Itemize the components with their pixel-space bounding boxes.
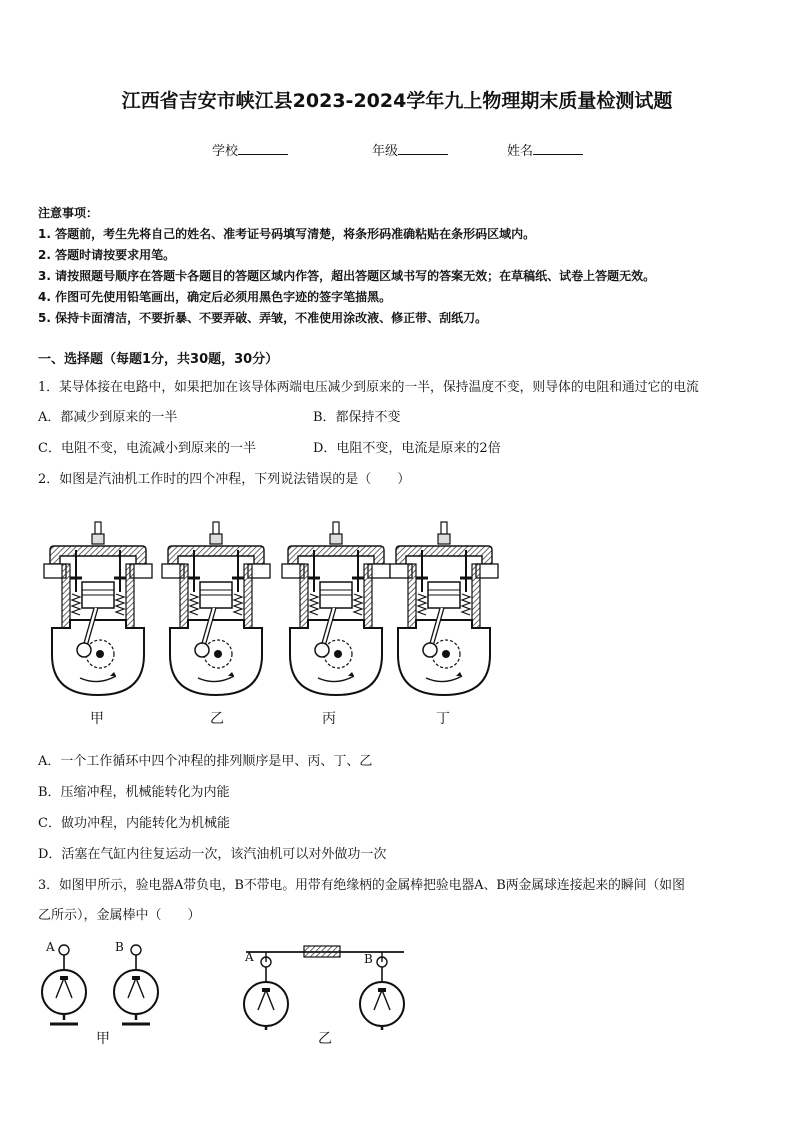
notes-heading: 注意事项：: [38, 206, 99, 220]
engine-ding-icon: [390, 522, 498, 695]
grade-field: 年级: [372, 140, 448, 159]
q1-option-d: D．电阻不变，电流是原来的2倍: [313, 441, 501, 456]
q2-option-a: A．一个工作循环中四个冲程的排列顺序是甲、丙、丁、乙: [38, 754, 373, 769]
insulating-handle: [304, 946, 340, 957]
scope-letter-a2: A: [245, 950, 254, 964]
scope-letter-b2: B: [364, 952, 373, 966]
scope-label-yi: 乙: [318, 1031, 332, 1047]
note-item: 2. 答题时请按要求用笔。: [38, 248, 176, 262]
q2-option-d: D．活塞在气缸内往复运动一次，该汽油机可以对外做功一次: [38, 847, 387, 862]
engine-jia-icon: [44, 522, 152, 695]
electroscope-a-icon: [42, 945, 86, 1024]
electroscope-a2-icon: [244, 957, 288, 1030]
engine-label-jia: 甲: [90, 711, 104, 727]
engine-label-yi: 乙: [210, 711, 224, 727]
electroscope-figure: [38, 940, 418, 1030]
engine-yi-icon: [162, 522, 270, 695]
note-item: 3. 请按照题号顺序在答题卡各题目的答题区域内作答，超出答题区域书写的答案无效；在草稿纸、试卷上答题无效。: [38, 269, 656, 283]
notes-block: [38, 203, 655, 329]
name-field: 姓名: [507, 140, 583, 159]
note-item: 4. 作图可先使用铅笔画出，确定后必须用黑色字迹的签字笔描黑。: [38, 290, 392, 304]
electroscope-b2-icon: [360, 957, 404, 1030]
section-heading: 一、选择题（每题1分，共30题，30分）: [38, 352, 279, 367]
electroscope-b-icon: [114, 945, 158, 1024]
scope-label-jia: 甲: [96, 1031, 110, 1047]
note-item: 1. 答题前，考生先将自己的姓名、准考证号码填写清楚，将条形码准确粘贴在条形码区域内。: [38, 227, 536, 241]
q1-option-b: B．都保持不变: [313, 410, 401, 425]
school-field: 学校: [212, 140, 288, 159]
note-item: 5. 保持卡面清洁，不要折暴、不要弄破、弄皱，不准使用涂改液、修正带、刮纸刀。: [38, 311, 488, 325]
q1-option-a: A．都减少到原来的一半: [38, 410, 178, 425]
scope-letter-b: B: [115, 940, 124, 954]
engine-label-ding: 丁: [436, 711, 450, 727]
engine-label-bing: 丙: [322, 711, 336, 727]
q2-stem: 2．如图是汽油机工作时的四个冲程，下列说法错误的是（ ）: [38, 472, 411, 487]
q2-option-b: B．压缩冲程，机械能转化为内能: [38, 785, 230, 800]
engine-strokes-figure: [40, 520, 500, 700]
q3-stem-line1: 3．如图甲所示，验电器A带负电，B不带电。用带有绝缘柄的金属棒把验电器A、B两金属球连接起来的瞬间（如图: [38, 878, 685, 893]
q1-option-c: C．电阻不变，电流减小到原来的一半: [38, 441, 256, 456]
engine-bing-icon: [282, 522, 390, 695]
q3-stem-line2: 乙所示），金属棒中（ ）: [38, 908, 201, 923]
q2-option-c: C．做功冲程，内能转化为机械能: [38, 816, 230, 831]
page-title: 江西省吉安市峡江县2023-2024学年九上物理期末质量检测试题: [121, 90, 673, 112]
scope-letter-a: A: [46, 940, 55, 954]
q1-stem: 1．某导体接在电路中，如果把加在该导体两端电压减少到原来的一半，保持温度不变，则导体的电阻和通过它的电流: [38, 380, 699, 395]
